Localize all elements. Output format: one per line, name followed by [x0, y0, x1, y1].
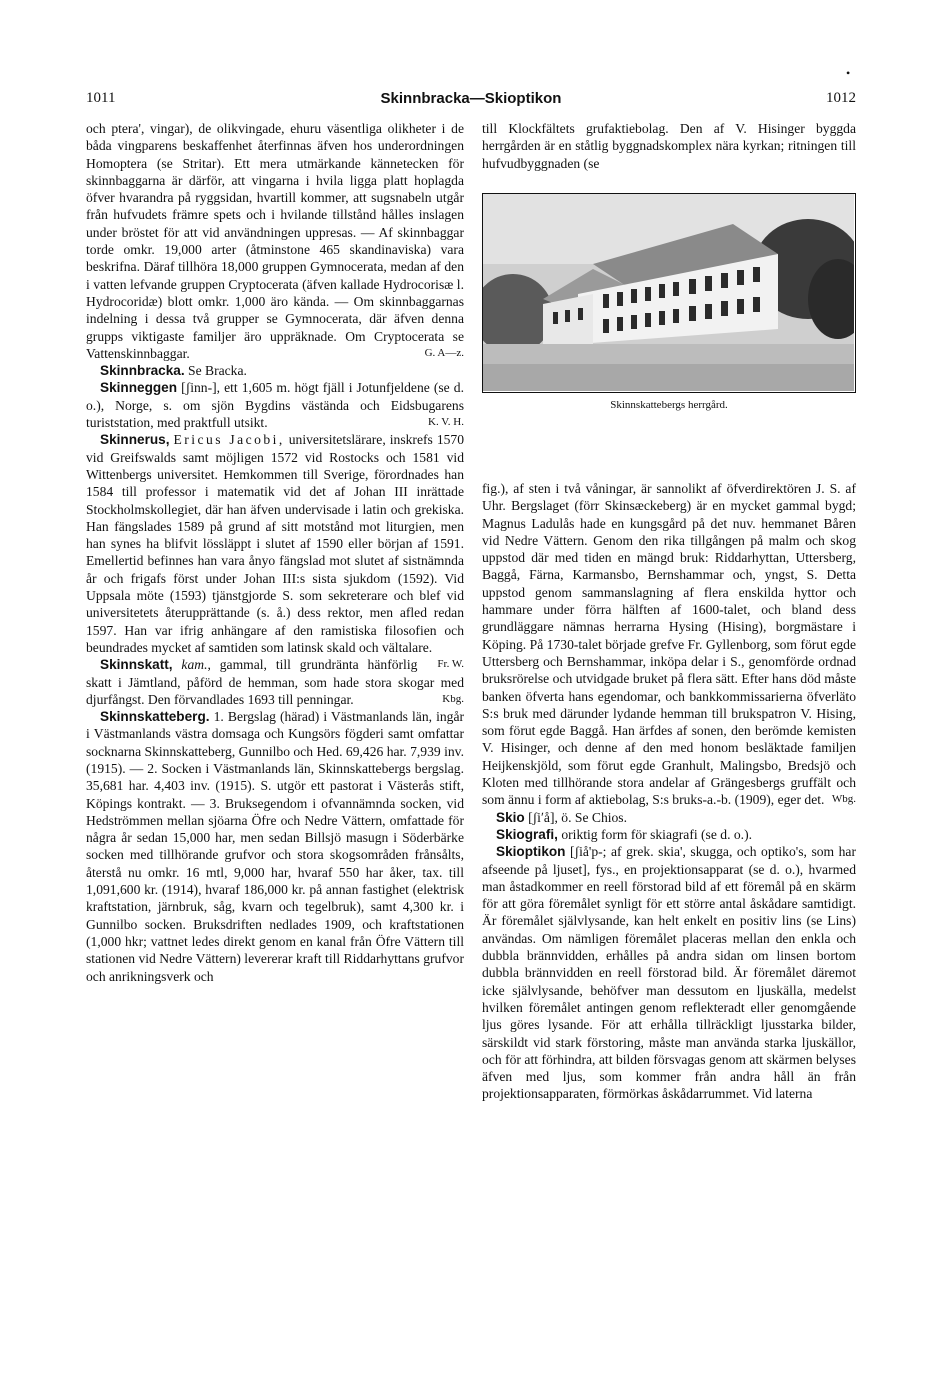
entry-skinnskatteberg: Skinnskatteberg. 1. Bergslag (härad) i Västmanlands län, ingår i Västmanlands västra domsaga och Kungsörs fögderi samt omfattar socknarna Skinnskatteberg, Gunnilbo och Hed. 69,426 har. 7,939 inv. (1915). — 2. Socken i Västmanlands län, Skinnskattebergs bergslag. 35,681 har. 4,403 inv. (1915). S. utgör ett pastorat i Västerås stift, Köpings kontrakt. — 3. Bruksegendom i ofvannämnda socken, vid Hedströmmen mellan sjöarna Öfre och Nedre Vättern, omfattade för några år sedan 15,000 har, men sedan Billsjö masugn i Söderbärke socken med tillhörande grufvor och stora skogsområden frånsålts, återstå nu omkr. 16 mtl, 9,000 har, hvaraf 550 har åker, tax. till 1,091,600 kr. (1914), hvaraf 186,000 kr. på annan fastighet (elektrisk kraftstation, järnbruk, såg, kvarn och tegelbruk), samt 4,300 kr. i Gunnilbo socken. Bruksdriften nedlades 1909, och kraftstationen (1,000 hkr; vattnet ledes direkt genom en kanal från Öfre Vättern till stationen vid Nedre Vättern) levererar kraft till Riddarhyttans grufvor och anrikningsverk och [86, 709, 465, 984]
manor-house-illustration [483, 194, 854, 391]
running-title: Skinnbracka—Skioptikon [380, 90, 562, 107]
figure [482, 193, 856, 421]
entry-skinnskatt: Skinnskatt, kam., gammal, till grundränta hänförlig skatt i Jämtland, påförd de hemman, som hade stora skogar med djurfångst. Den förvandlades 1693 till penningar. Kbg. [86, 657, 464, 707]
person-name: Ericus Jacobi, [173, 432, 285, 448]
entry-skioptikon: Skioptikon [ʃiå'p-; af grek. skia', skugga, och optiko's, som har afseende på ljuset], fys., en projektionsapparat (se d. o.), hvarmed man åstadkommer en reell förstorad bild af ett föremål på en skärm för att göra föremålet synligt för ett större antal åskådare samtidigt. Är föremålet självlysande, kan helt enkelt en positiv lins (se Lins) användas. Om nämligen föremålet placeras mellan den enkla och dubbla brännvidden, erhålles på andra sidan om linsen bortom dubbla brännvidden en reell förstorad bild. Är föremålet däremot icke självlysande, behöfver man dessutom en ljuskälla, medelst hvilken föremålet antingen genom reflekteradt eller genomgående ljus göres lysande. För att erhålla tillräckligt ljusstarka bilder, särskildt vid stark förstoring, måste man använda starka ljuskällor, och för att förhindra, att bilden försvagas genom att skärmen belyses äfven med ljus, som kommer från andra håll än från projektionsapparaten, förmörkas åskådarrummet. Vid laterna [482, 844, 856, 1102]
headword: Skinneggen [100, 380, 178, 396]
left-column [86, 120, 464, 985]
entry-skinnskatteberg-continuation-2: fig.), af sten i två våningar, är sannolikt af öfverdirektören J. S. af Uhr. Bergslaget (förr Skinsæckeberg) är en mycket gammal bygd; Magnus Ladulås hade en kungsgård på det nuv. hemmanet Båren vid Nedre Vättern. Genom den rika tillgången på malm och skog uppstod där med tiden en mängd bruk: Riddarhyttan, Uttersberg, Baggå, Färna, Karmansbo, Bernshammar och, yngst, S. Detta uppstod genom sammanslagning af flera enskilda hyttor och hammare under förra hälften af 1600-talet, och bland dess grundläggare nämnas herrarna Hysing (Hising), borgmästare i Köping. På 1730-talet började grefve Fr. Gyllenborg, som förut egde Uttersberg och Bernshammar, inköpa delar i S., genomförde ordnad bruksrörelse och utvidgade bruket på flera sätt. Efter hans död måste banken öfverta hans egendomar, och bankkommissarierna öfverläto S:s bruk med därunder lydande hemman till brukspatron V. Hising, som förut egde Baggå. Han ärfdes af sonen, den berömde kemisten V. Hisinger, och denne af den med honom besläktade familjen Heijkenskjöld, som förut egde Granhult, Malingsbo, Bredsjö och Kloten med tillhörande stora andelar af Grängesbergs gruffält och som ännu i form af aktiebolag, S:s bruks-a.-b. (1909), eger det. Wbg. [482, 481, 856, 808]
page-number-left: 1011 [86, 90, 116, 106]
headword: Skiografi, [496, 826, 558, 842]
signature: Wbg. [831, 793, 856, 806]
entry-skinnbracka: Skinnbracka. Se Bracka. [100, 363, 247, 379]
signature: Fr. W. [437, 658, 464, 671]
headword: Skio [496, 809, 525, 825]
figure-caption: Skinnskattebergs herrgård. [610, 399, 728, 411]
entry-skiografi: Skiografi, oriktig form för skiagrafi (se d. o.). [496, 826, 752, 842]
signature: G. A—z. [424, 346, 464, 359]
entry-skinnskatteberg-continuation: till Klockfältets grufaktiebolag. Den af V. Hisinger byggda herrgården är en ståtlig byggnadskomplex nära kyrkan; ritningen till hufvudbyggnaden (se [482, 121, 856, 171]
page-number-right: 1012 [826, 90, 856, 106]
entry-skinnbaggar-continuation: och ptera', vingar), de olikvingade, ehuru väsentliga olikheter i de båda vingparens beskaffenhet återfinnas äfven hos underordningen Homoptera (se Stritar). Ett mera utmärkande kännetecken för skinnbaggarna är därför, att vingarna i hvila ligga platt hoplagda öfver hvarandra på ryggsidan, hvartill kommer, att sugsnabeln utgår från hufvudets främre spets och i hvilande tillstånd hålles inslagen under bröstet för att vid användningen uppresas. — Af skinnbaggar torde omkr. 19,000 arter (åtminstone 465 skandinaviska) vara beskrifna. Däraf tillhöra 18,000 gruppen Gymnocerata, medan af den i vatten lefvande gruppen Cryptocerata (äfven kallade Hydrocorisæ l. Hydrocoridæ) blott omkr. 1,000 äro kända. — Om skinnbaggarnas indelning i dessa två grupper se Gymnocerata, där äfven denna grupps viktigaste familjer äro uppräknade. Om Cryptocerata se Vattenskinnbaggar. G. A—z. [86, 121, 464, 361]
headword: Skinnbracka. [100, 363, 185, 379]
entry-skio: Skio [ʃiʹå], ö. Se Chios. [496, 809, 627, 825]
headword: Skinnskatt, [100, 657, 173, 673]
headword: Skioptikon [496, 844, 566, 860]
page-mark: • [846, 66, 851, 80]
entry-skinneggen: Skinneggen [ʃinn-], ett 1,605 m. högt fjäll i Jotunfjeldene (se d. o.), Norge, s. om sjön Bygdins västända och Eidsbugarens turiststation, med praktfull utsikt. K. V. H. [86, 380, 464, 431]
signature: K. V. H. [428, 416, 464, 429]
headword: Skinnskatteberg. [100, 709, 210, 725]
signature: Kbg. [442, 692, 464, 705]
entry-skinnerus: Skinnerus, Ericus Jacobi, universitetslärare, inskrefs 1570 vid Greifswalds samt möjligen 1572 vid Rostocks och 1581 vid Wittenbergs universitet. Hemkommen till Sverige, förordnades han 1584 till professor i matematik vid det af Johan III inrättade Stockholmskollegiet, där han äfven undervisade i latin och grekiska. Han fängslades 1589 på grund af sitt motstånd mot liturgien, men han synes ha blifvit lössläppt i slutet af 1590 eller början af 1591. Emellertid befinnes han vara ånyo fängslad mot slutet af sistnämnda år och frigafs först under Johan III:s sista sjukdom (1592). Vid Uppsala möte (1593) tjänstgjorde S. som sekreterare och blef vid universitetets återupprättande (s. å.) dess rektor, men afled redan 1597. Han var ifrig anhängare af den ramistiska filosofien och beundrades mycket af samtiden som latinsk skald och vältalare. Fr. W. [86, 431, 464, 656]
right-column-top [482, 120, 856, 172]
right-column-bottom [482, 480, 856, 1103]
abbreviation: kam. [181, 657, 208, 673]
page-header [86, 90, 856, 110]
headword: Skinnerus, [100, 432, 170, 448]
manor-house-photo [482, 193, 856, 393]
